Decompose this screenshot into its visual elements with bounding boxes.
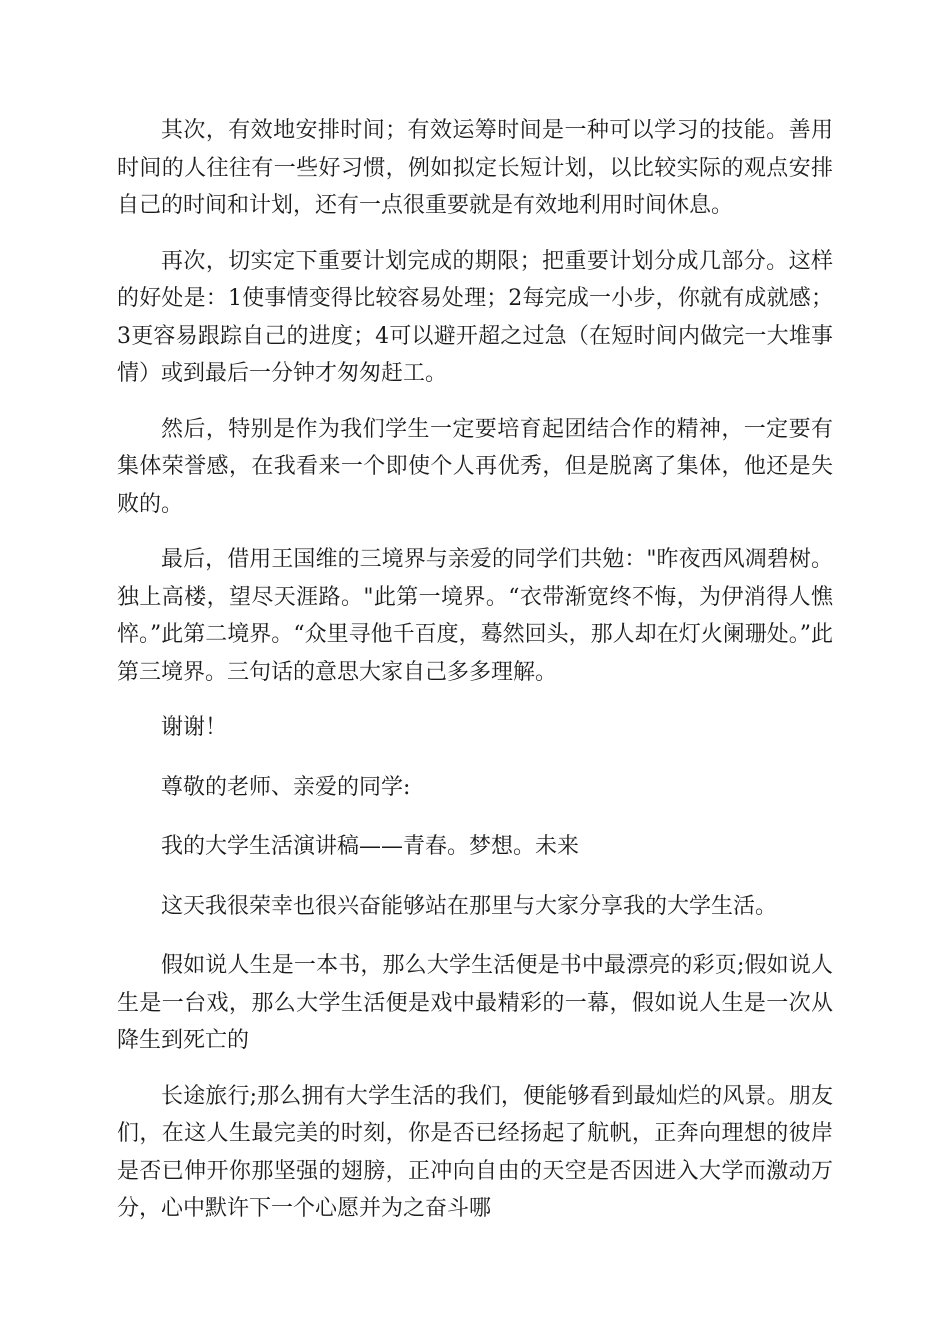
paragraph-opening: 这天我很荣幸也很兴奋能够站在那里与大家分享我的大学生活。 xyxy=(161,893,778,919)
paragraph-teamwork: 然后，特别是作为我们学生一定要培育起团结合作的精神，一定要有集体荣誉感，在我看来一个即使个人再优秀，但是脱离了集体，他还是失败的。 xyxy=(117,416,833,517)
paragraph-life-metaphor: 假如说人生是一本书，那么大学生活便是书中最漂亮的彩页;假如说人生是一台戏，那么大学生活便是戏中最精彩的一幕，假如说人生是一次从降生到死亡的 xyxy=(117,953,833,1053)
paragraph-time-management: 其次，有效地安排时间；有效运筹时间是一种可以学习的技能。善用时间的人往往有一些好习惯，例如拟定长短计划，以比较实际的观点安排自己的时间和计划，还有一点很重要就是有效地利用时间休息。 xyxy=(117,118,833,218)
paragraph-deadlines: 再次，切实定下重要计划完成的期限；把重要计划分成几部分。这样的好处是：1使事情变得比较容易处理；2每完成一小步，你就有成就感；3更容易跟踪自己的进度；4可以避开超之过急（在短时间内做完一大堆事情）或到最后一分钟才匆匆赶工。 xyxy=(117,248,833,386)
paragraph-greeting: 尊敬的老师、亲爱的同学: xyxy=(161,774,411,800)
paragraph-long-journey: 长途旅行;那么拥有大学生活的我们，便能够看到最灿烂的风景。朋友们，在这人生最完美的时刻，你是否已经扬起了航帆，正奔向理想的彼岸是否已伸开你那坚强的翅膀，正冲向自由的天空是否因进入大学而激动万分，心中默许下一个心愿并为之奋斗哪 xyxy=(117,1083,833,1221)
paragraph-thanks: 谢谢！ xyxy=(161,715,228,740)
paragraph-speech-title: 我的大学生活演讲稿——青春。梦想。未来 xyxy=(161,834,580,859)
paragraph-three-realms: 最后，借用王国维的三境界与亲爱的同学们共勉："昨夜西风凋碧树。独上高楼，望尽天涯路。"此第一境界。“衣带渐宽终不悔，为伊消得人憔悴。”此第二境界。“众里寻他千百度，蓦然回头，那人却在灯火阑珊处。”此第三境界。三句话的意思大家自己多多理解。 xyxy=(117,547,833,685)
document-page xyxy=(117,112,833,1246)
